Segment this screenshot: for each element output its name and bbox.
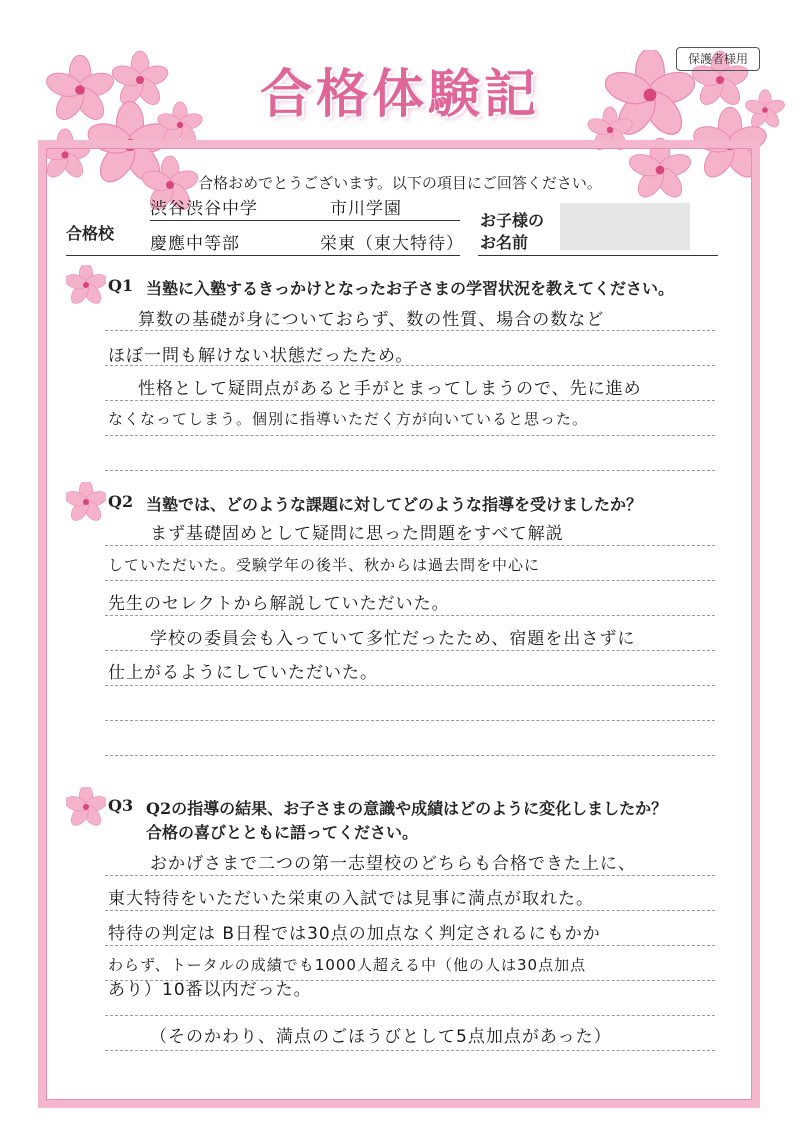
- child-name-label-1: お子様の: [480, 211, 545, 230]
- school-name-1: 渋谷渋谷中学: [150, 199, 258, 219]
- answer-rule: [105, 545, 715, 546]
- answer-rule: [105, 875, 715, 876]
- q2-answer-line-5: 仕上がるようにしていただいた。: [108, 663, 378, 683]
- answer-rule: [105, 910, 715, 911]
- q3-answer-line-3: 特待の判定は B日程では30点の加点なく判定されるにもかか: [108, 924, 601, 944]
- q1-text: 当塾に入塾するきっかけとなったお子さまの学習状況を教えてください。: [146, 279, 675, 298]
- q2-answer-line-4: 学校の委員会も入っていて多忙だったため、宿題を出さずに: [150, 629, 636, 649]
- answer-rule: [105, 470, 715, 471]
- answer-rule: [105, 755, 715, 756]
- q3-answer-line-6: （そのかわり、満点のごほうびとして5点加点があった）: [150, 1027, 612, 1047]
- answer-rule: [105, 330, 715, 331]
- q1-answer-line-3: 性格として疑問点があると手がとまってしまうので、先に進め: [138, 379, 642, 399]
- q3-answer-line-5b: あり）10番以内だった。: [108, 980, 312, 1000]
- q3-answer-line-2: 東大特待をいただいた栄東の入試では見事に満点が取れた。: [108, 889, 594, 909]
- answer-rule: [105, 580, 715, 581]
- answer-rule: [105, 615, 715, 616]
- q3-text: Q2の指導の結果、お子さまの意識や成績はどのように変化しましたか？: [146, 799, 668, 818]
- q2-number: Q2: [108, 492, 134, 511]
- child-name-label-2: お名前: [480, 233, 529, 252]
- q1-number: Q1: [108, 276, 134, 295]
- parent-use-badge: 保護者様用: [676, 47, 760, 71]
- answer-rule: [105, 650, 715, 651]
- school-name-3: 慶應中等部: [150, 234, 240, 254]
- answer-rule: [105, 720, 715, 721]
- page-title: 合格体験記: [259, 65, 540, 125]
- q2-text: 当塾では、どのような課題に対してどのような指導を受けましたか？: [146, 495, 643, 514]
- q2-answer-line-1: まず基礎固めとして疑問に思った問題をすべて解説: [150, 524, 564, 544]
- answer-rule: [105, 945, 715, 946]
- cherry-blossom-icon: [66, 482, 106, 522]
- q2-answer-line-2: していただいた。受験学年の後半、秋からは過去問を中心に: [108, 556, 541, 574]
- q3-answer-line-1: おかげさまで二つの第一志望校のどちらも合格できた上に、: [150, 854, 636, 874]
- q3-answer-line-4: わらず、トータルの成績でも1000人超える中（他の人は30点加点: [108, 956, 587, 974]
- intro-text: 合格おめでとうございます。以下の項目にご回答ください。: [198, 174, 602, 192]
- answer-rule: [105, 435, 715, 436]
- q1-answer-line-1: 算数の基礎が身についておらず、数の性質、場合の数など: [138, 310, 605, 330]
- school-underline-2: [66, 254, 460, 256]
- school-label: 合格校: [66, 224, 115, 243]
- cherry-blossom-icon: [66, 265, 106, 305]
- answer-rule: [105, 1015, 715, 1016]
- school-name-2: 市川学園: [330, 199, 402, 219]
- child-name-underline: [478, 254, 718, 256]
- answer-rule: [105, 400, 715, 401]
- school-underline-1: [150, 219, 460, 221]
- q1-answer-line-2: ほぼ一問も解けない状態だったため。: [108, 346, 414, 366]
- q3-number: Q3: [108, 796, 134, 815]
- q1-answer-line-4: なくなってしまう。個別に指導いただく方が向いていると思った。: [108, 410, 589, 428]
- answer-rule: [105, 1050, 715, 1051]
- cherry-blossom-icon: [66, 787, 106, 827]
- q2-answer-line-3: 先生のセレクトから解説していただいた。: [108, 594, 450, 614]
- child-name-redaction: [560, 203, 690, 250]
- answer-rule: [105, 685, 715, 686]
- school-name-4: 栄東（東大特待）: [320, 234, 464, 254]
- q3-text-2: 合格の喜びとともに語ってください。: [146, 823, 419, 842]
